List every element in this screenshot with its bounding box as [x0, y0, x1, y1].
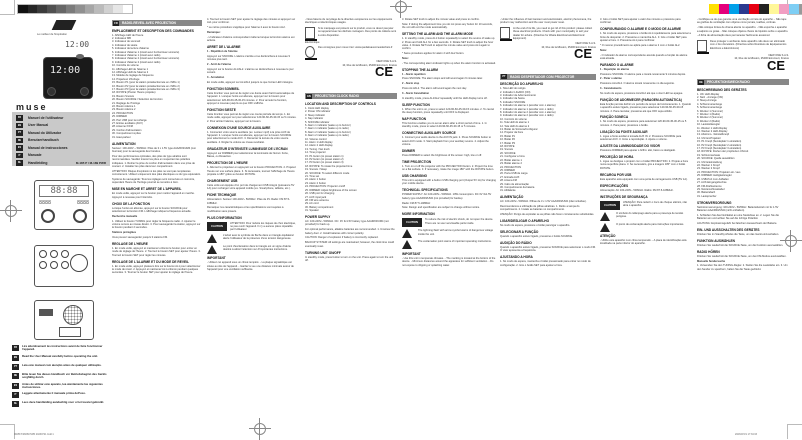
clock-product-image: [44, 58, 92, 98]
warning-triangle-icon: [600, 212, 610, 221]
section-heading: PLUS D'INFORMATION: [207, 215, 242, 220]
flag-icon: NL: [17, 161, 22, 164]
section-title-bar: EN PROJECTION CLOCK RADIO: [305, 93, 397, 99]
controls-list: 1. Clock LED display 2. Power ON indicator 3. Sleep indicator 4. Nap indicator 5. SNOOZE indicator 6. Alarm 1 indicator (wake up to buzzer) 7. Alarm 1 indicator (wake up to radio) 8. Alarm 2 indicator (wake up to buzzer) 9. Alarm 2 indicator (wake up to radio) 10. Volume control 11. Alarm 1 LED display 12. Alarm 2 LED display 13. Tuning / Set knob 14. Time projector 15. P1 button (to preset station 1) 16. P2 button (to preset station 2) 17. P3 button (to preset station 3) 18. ROTATE: To rotate the projected time 19. Snooze / Sleep 20. SOURCE: To select different mode 21. Time set 22. Alarm 1 button 23. Alarm 2 button 24. PROJECTION: Projector on/off 25. DIMMER: Adjust brightness of the screen 26. USB port for charging 27. AUX input jack 28. FM wire antenna 29. AC cord 30. Battery compartment 31. Speaker: [305, 106, 357, 213]
triman-block: Des consignes pour mieux trier: www.quefaireavecmesdechets.fr: [305, 46, 397, 58]
warning-row: ES Antes de utilizar este aparato, lea atentamente las siguientes instrucciones.: [13, 381, 103, 390]
ce-mark-icon: CE: [374, 64, 393, 80]
section-heading: AUDIÇÃO DO RÁDIO: [500, 240, 532, 245]
flag-icon: DE: [13, 373, 18, 377]
warning-row: PT Leia este manual com atenção antes de qualquer utilização.: [13, 362, 102, 368]
section-heading: ARRET DE L'ALARME: [207, 45, 241, 50]
warning-row: EN Read the User Manual carefully before operating the unit.: [13, 353, 98, 359]
brand-tagline: Le meilleur de l'inspiration: [37, 33, 67, 36]
warning-row: DE Bitte lesen Sie dieses Handbuch vor Betriebsbeginn des Geräts sorgfältig durch.: [13, 371, 107, 380]
section-heading: IMPORTANT: [402, 251, 421, 256]
pt-column-2: 3. Gire o botão SET para ajustar o valor dos minutos e pressione para confirmar. CONFIGURANDO O ALARME E O MODO DE ALARME 1. No modo de espera, pressione o botão AL1 repetidamente para selecionar a fonte de despertar. 2. Pressione e mantenha AL1. 3. Gire o botão SET para ajustar a hora. 4. Pressione AL1 para confirmar. * O mesmo procedimento se aplica para o alarme 2 com o botão AL2. Nota: - O indicador de alarme correspondente acende quando a função de alarme está ativada. PARANDO O ALARME 1 - Repetição do alarme Pressione SNOOZE. O alarme para e tocará novamente 9 minutos depois. 2 - Parar o alarme Pressione AL1/AL2. O alarme tocará novamente no dia seguinte. 3 - Cancelamento No modo de espera, pressione AL1/AL2 até que o visor LED se apague. FUNÇÃO DE ADORMECER (PARAGEM AUTOMÁTICA) Esta função permite definir um período de tempo de funcionamento. 1. Quando o aparelho estiver ligado, pressione para selecionar 120-90-60-45-30-15 minutos. 2. Para cancelar, pressione até que OFF seja exibido. FUNÇÃO SONECA 1. No modo de espera, pressione para selecionar 120-90-60-45-30-15 ou 5 minutos. 2. Para parar, pressione o botão. LIGAÇÃO DA FONTE AUXILIAR 1. Ligue a fonte auxiliar à tomada AUX IN. 2. Pressione SOURCE para selecionar AUX. 3. Inicie a reprodução. 4. Ajuste o volume. AJUSTE DA LUMINOSIDADE DO VISOR Pressione DIMMER para ajustar o brilho: alto, baixo ou desligado. PROJEÇÃO DE HORA 1. Ligue ou desligue o projetor com o botão PROJECTION. 2. Projete a hora numa superfície plana. 3. Se necessário, gire a imagem 180° com o botão ROTATE. RECARGA POR USB Este aparelho está equipado com uma porta de carregamento USB (5V 1A). ESPECIFICAÇÕES Alimentação: AC 100-240V~ 50/60Hz. Rádio: FM 87.5-108MHz. INSTRUÇÕES DE SEGURANÇA CAUTION ATENÇÃO: Para reduzir o risco de choque elétrico, não abra o aparelho. O símbolo do relâmpago alerta para a presença de tensão perigosa. O ponto de exclamação alerta para instruções importantes. ATENÇÃO - Utilize este aparelho num clima temperado. - A placa de identificação está localizada na parte inferior do aparelho.: [600, 18, 692, 246]
section-heading: USB CHARGING: [402, 174, 427, 179]
warnings-list: [12, 345, 110, 410]
section-heading: MISE EN MARCHE ET ARRET DE L'APPAREIL: [112, 187, 182, 192]
clock-knob-left: [47, 87, 56, 96]
section-heading: CHARGEMENT USB: [207, 178, 238, 183]
diagram-projector: [70, 254, 88, 272]
section-heading: INSTRUÇÕES DE SEGURANÇA: [600, 194, 648, 199]
footer-right: 2023/07/21 17:34:33: [735, 433, 757, 436]
warning-row: NL Lees deze handleiding aandachtig voor u het toestel gebruikt.: [13, 400, 105, 406]
section-heading: EMPLACEMENT ET DESCRIPTION DES COMMANDES: [112, 28, 194, 33]
ce-mark-icon: CE: [573, 46, 592, 62]
section-heading: SETTING THE ALARM AND THE ALARM MODE: [402, 32, 474, 37]
caution-label-icon: CAUTION: [402, 218, 422, 227]
section-heading: PROJECTION DE L'HEURE: [207, 161, 248, 166]
model-number: M-185 P / M-189 PWR: [75, 160, 106, 165]
section-heading: MORE INFORMATION: [402, 212, 435, 217]
company-name: NEW ONE S.A.S.: [376, 60, 397, 64]
caution-label-icon: CAUTION: [600, 201, 620, 210]
flag-icon: DE: [17, 138, 22, 142]
color-calibration-bar: [709, 4, 802, 14]
diagram-knob-right: [73, 209, 87, 223]
company-name: NEW ONE S.A.S.: [575, 42, 596, 46]
section-heading: BESCHREIBUNG DES GERÄTES: [697, 87, 747, 92]
diagram-knob-left: [41, 209, 55, 223]
section-heading: TIME PROJECTION: [402, 159, 432, 164]
section-heading: ESPECIFICAÇÕES: [600, 183, 629, 188]
lightning-warning: The lightning flash with arrow symbol warns of dangerous voltage inside the unit.: [402, 229, 496, 238]
section-heading: LIGAÇÃO DA FONTE AUXILIAR: [600, 129, 648, 134]
diagram-display: 88:88: [39, 185, 89, 197]
section-heading: IMPORTANT: [207, 256, 226, 261]
language-row: IT Manuale: [16, 152, 106, 160]
section-heading: AJUSTE DA LUMINOSIDADE DO VISOR: [600, 144, 660, 149]
flag-icon: IT: [12, 392, 19, 398]
section-heading: PARANDO O ALARME: [600, 62, 634, 67]
flag-icon: PT: [17, 131, 22, 134]
section-title-bar: PT RADIO DESPERTADOR COM PROJECTOR: [500, 74, 596, 80]
section-heading: ATENÇÃO: [600, 234, 616, 238]
warning-triangle-icon: [207, 234, 217, 243]
exclamation-warning: The exclamation point warns of important operating instructions.: [402, 240, 496, 249]
section-heading: FONCTION SIESTE: [207, 107, 236, 112]
ce-mark-icon: CE: [766, 57, 785, 73]
section-heading: SELECIONAR A FUNÇÃO: [500, 230, 539, 235]
section-heading: FUNÇÃO SONECA: [600, 115, 629, 120]
section-heading: GRADATEUR D'INTENSITE LUMINEUSE DE L'ECRAN: [207, 146, 288, 151]
projector-lens: [76, 54, 84, 59]
flag-icon: ES: [13, 383, 18, 387]
flag-icon: EN: [17, 123, 22, 127]
warning-triangle-icon: [600, 223, 610, 232]
warning-row: IT Leggete attentamente il manuale prima dell'uso.: [12, 392, 110, 398]
section-heading: FUNKTION AUSWÄHLEN: [697, 238, 735, 243]
lightning-warning: L'éclair avec le symbole de flèche dans un triangle équilatéral alerte l'utilisateur de la présence d'une tension dangereuse.: [207, 234, 297, 243]
caution-block: CAUTION ATENÇÃO: Para reduzir o risco de choque elétrico, não abra o aparelho.: [600, 201, 692, 210]
section-heading: ALIMENTAÇÃO: [500, 195, 524, 200]
section-heading: FICHE TECHNIQUE: [207, 193, 237, 198]
language-row: EN User Manual: [17, 123, 49, 128]
crossed-bin-icon: [500, 27, 510, 39]
controls-list: 1. Tela LED do relógio 2. Indicador LIGADO (ON) 3. Indicador de Adormecimento 4. Indicador da Sesta 5. Indicador SNOOZE 6. Indicador do alarme 1 (acordar com o alarme) 7. Indicador do alarme 1 (acordar com o rádio) 8. Indicador do alarme 2 (acordar com o alarme) 9. Indicador do alarme 2 (acordar com o rádio) 10. Controlo do volume 11. Tela LED do alarme 1 12. Tela LED do alarme 2 13. Botão de Sintonia/Configurar 14. Projetor da hora 15. Botão P1 16. Botão P2 17. Botão P3 18. ROTATE 19. Snooze 20. SOURCE 21. Configurar a hora 22. Botão alarme 1 23. Botão alarme 2 24. PROJECTION 25. DIMMER 26. Porta USB de carga 27. Entrada AUX 28. Antena FM 29. Cabo de alimentação 30. Compartimento da bateria 31. Altifalante: [500, 87, 556, 193]
controls-list: 1. Affichage LED de l'heure 2. Indicateur MB 3. Indicateur de sommeil 4. Indicateur de sieste 5. Indicateur de lecture d'alarme 6. Indicateur d'alarme 1 (réveil avec buzzer/avec sonnerie) 7. Indicateur d'alarme 1 (réveil avec radio) 8. Indicateur d'alarme 2 (réveil avec buzzer/avec sonnerie) 9. Indicateur d'alarme 2 (réveil avec radio) 10. Contrôle du volume 11. Affichage LED de l'alarme 1 12. Affichage LED de l'alarme 2 13. Molette de réglage de fréquence 14. Projecteur d'horloge 15. Bouton P1 (pour la station présélectionnée en chiffre 1) 16. Bouton P2 (pour la station présélectionnée en chiffre 2) 17. Bouton P3 (pour la station présélectionnée en chiffre 3) 18. ROTATE (Pivoter l'heure projetée) 19. Bouton Snooze 20. Bouton SOURCE / Sélection de fonction 21. Réglage de l'horloge 22. Bouton Alarme 1 23. Bouton Alarme 2 24. PROJECTION 25. DIMMER 26. Port USB pour la recharge 27. Entrée auxiliaire (AUX) 28. Antenne fil FM 29. Cordon d'alimentation 30. Compartiment à piles 31. Haut-parleur: [112, 33, 180, 139]
section-heading: FONCTION SOMMEIL: [207, 86, 240, 91]
top-panel-diagram: [34, 245, 94, 287]
caution-block: CAUTION ATTENTION: Pour réduire les risques de choc électrique, ne pas ouvrir l'appareil. Il n'y a aucune pièce réparable par l'utilisateur.: [207, 222, 297, 232]
lightning-warning: O símbolo do relâmpago alerta para a presença de tensão perigosa.: [600, 212, 692, 221]
caution-label-icon: CAUTION: [207, 222, 227, 231]
flag-icon: EN: [307, 94, 311, 98]
registration-mark-top: [390, 0, 412, 18]
flag-icon: FR: [17, 116, 22, 119]
exclamation-warning: O ponto de exclamação alerta para instruções importantes.: [600, 223, 692, 232]
brand-logo-icon: [52, 20, 77, 30]
section-heading: SLEEP FUNCTION: [402, 102, 430, 107]
company-address: 10, Rue de la Mission, 25400 Exincourt, France: [734, 57, 789, 61]
section-heading: LIGAR/DESLIGAR O APARELHO: [500, 219, 550, 224]
registration-mark-bottom: [249, 418, 271, 440]
section-heading: REGLAGE DE L'ALARME ET DU MODE DE REVEIL: [112, 259, 189, 264]
muse-logo: muse: [16, 102, 48, 112]
section-heading: FUNÇÃO DE ADORMECER (PARAGEM AUTOMÁTICA): [600, 97, 682, 102]
weee-block: Deve proteger o ambiente. Este aparelho não deve ser eliminado com o lixo doméstico. (Directiva sobre Resíduos de Equipamentos Eléctricos e Electrónicos): [697, 40, 789, 52]
flag-icon: PT: [502, 75, 506, 79]
section-heading: RECARGA POR USB: [600, 172, 632, 177]
warning-triangle-icon: [402, 240, 412, 249]
language-index: [12, 112, 110, 166]
flag-icon: FR: [114, 21, 118, 25]
section-title-bar: FR RADIO-REVEIL AVEC PROJECTION: [112, 20, 202, 26]
section-heading: NAP FUNCTION: [402, 116, 427, 121]
language-row: NL Handleiding M-185 P / M-189 PWR: [17, 160, 106, 165]
front-panel-diagram: [34, 180, 94, 230]
fr-column-3: - Nous faisons du recyclage de la directive européenne sur les équipements électriques et électroniques usagés. Si le marquage est présent sur le produit, vous ne devez pas jeter cet appareil avec les déchets ménagers. Des points de collecte sont à votre disposition. Electronique Des consignes pour mieux trier: www.quefaireavecmesdechets.fr NEW ONE S.A.S. 10, Rue de la Mission, 25400 Exincourt, France CE EN PROJECTION CLOCK RADIO LOCATION AND DESCRIPTION OF CONTROLS 1. Clock LED display 2. Power ON indicator 3. Sleep indicator 4. Nap indicator 5. SNOOZE indicator 6. Alarm 1 indicator (wake up to buzzer) 7. Alarm 1 indicator (wake up to radio) 8. Alarm 2 indicator (wake up to buzzer) 9. Alarm 2 indicator (wake up to radio) 10. Volume control 11. Alarm 1 LED display 12. Alarm 2 LED display 13. Tuning / Set knob 14. Time projector 15. P1 button (to preset station 1) 16. P2 button (to preset station 2) 17. P3 button (to preset station 3) 18. ROTATE: To rotate the projected time 19. Snooze / Sleep 20. SOURCE: To select different mode 21. Time set 22. Alarm 1 button 23. Alarm 2 button 24. PROJECTION: Projector on/off 25. DIMMER: Adjust brightness of the screen 26. USB port for charging 27. AUX input jack 28. FM wire antenna 29. AC cord 30. Battery compartment 31. Speaker POWER SUPPLY AC: 100-240V~ 50/60Hz. DC: 3V 3x1.5V battery type AAA/R03/UM4 (not provided) for back up. For optimal performance, alkaline batteries are recommended. 1. Unscrew the battery door. 2. Install batteries with correct polarity. CAUTION: Danger of explosion if battery is incorrectly replaced. BACKUP SYSTEM: All settings are maintained; however, the clock time could eventually reset. TURNING UNIT ON/OFF In standby mode, press button to turn on the unit. Press again to turn the unit off.: [305, 18, 397, 262]
flag-icon: NL: [13, 402, 18, 406]
flag-icon: IT: [16, 153, 23, 159]
section-heading: STROMVERSORGUNG: [697, 200, 732, 205]
back-panel-diagram: [34, 300, 94, 340]
section-heading: EIN- UND AUSSCHALTEN DES GERÄTES: [697, 227, 760, 232]
company-address: 10, Rue de la Mission, 25400 Exincourt, France: [541, 45, 596, 49]
section-heading: LOCATION AND DESCRIPTION OF CONTROLS: [305, 101, 376, 106]
fr-column-1: FR RADIO-REVEIL AVEC PROJECTION EMPLACEMENT ET DESCRIPTION DES COMMANDES 1. Affichage LED de l'heure 2. Indicateur MB 3. Indicateur de sommeil 4. Indicateur de sieste 5. Indicateur de lecture d'alarme 6. Indicateur d'alarme 1 (réveil avec buzzer/avec sonnerie) 7. Indicateur d'alarme 1 (réveil avec radio) 8. Indicateur d'alarme 2 (réveil avec buzzer/avec sonnerie) 9. Indicateur d'alarme 2 (réveil avec radio) 10. Contrôle du volume 11. Affichage LED de l'alarme 1 12. Affichage LED de l'alarme 2 13. Molette de réglage de fréquence 14. Projecteur d'horloge 15. Bouton P1 (pour la station présélectionnée en chiffre 1) 16. Bouton P2 (pour la station présélectionnée en chiffre 2) 17. Bouton P3 (pour la station présélectionnée en chiffre 3) 18. ROTATE (Pivoter l'heure projetée) 19. Bouton Snooze 20. Bouton SOURCE / Sélection de fonction 21. Réglage de l'horloge 22. Bouton Alarme 1 23. Bouton Alarme 2 24. PROJECTION 25. DIMMER 26. Port USB pour la recharge 27. Entrée auxiliaire (AUX) 28. Antenne fil FM 29. Cordon d'alimentation 30. Compartiment à piles 31. Haut-parleur ALIMENTATION Secteur: 100-240V ~ 50/60Hz. Piles de 3 x 1.5V type AAA/R03/UM4 (non fournies) pour la sauvegarde des horaires. Pour des performances optimales, des piles de type alcaline sont recommandées. Veuillez insérer les piles en respectant les polarités indiquées. 1. Retirez la prise du cordon d'alimentation dans une prise de courant. 2. Installez les piles dans leur compartiment. ATTENTION: Risque d'explosion si les piles ne sont pas remplacées correctement. Utilisez uniquement des piles identiques ou du type équivalent. Système de sauvegarde: Tous les réglages sont conservés en mémoire, cependant l'heure de l'horloge pourrait se remettre à zéro. MISE EN MARCHE ET ARRET DE L'APPAREIL En mode veille, appuyez sur le bouton pour mettre l'appareil en marche. Appuyez à nouveau pour l'éteindre. CHOIX DE LA FONCTION Lorsque l'unité est allumée, appuyez sur le bouton SOURCE pour sélectionner la fonction FM. L'affichage indique la fréquence actuelle. Recherche manuelle 1. Utilisez le bouton TUNING pour régler la fréquence radio. 2. Ajustez le volume sonore au niveau désiré. 3. Pour sauvegarder la station, appuyez sur le bouton pendant 2 secondes. Stations préréglées Vous pouvez sauvegarder jusqu'à 3 stations FM. REGLAGE DE L'HEURE 1. En mode veille, appuyez et maintenez enfoncé le bouton pour entrer en mode de réglage de l'heure. 2. Tournez le bouton SET pour ajuster l'heure. 3. Tournez le bouton SET pour régler les minutes. REGLAGE DE L'ALARME ET DU MODE DE REVEIL 1. En mode veille, appuyez plusieurs fois sur le bouton AL1 pour sélectionner le mode de réveil. 2. Appuyez et maintenez AL1 enfoncé pendant quelques secondes. 3. Tournez le bouton SET pour ajuster le réglage de l'heure.: [112, 21, 201, 275]
clock-display: 12:00: [50, 65, 81, 76]
rating-label: [39, 309, 53, 316]
warning-row: FR Lire attentivement les instructions avant de faire fonctionner l'appareil.: [13, 344, 103, 352]
section-heading: TURNING UNIT ON/OFF: [305, 250, 341, 255]
section-heading: CONFIGURANDO O ALARME E O MODO DE ALARME: [600, 27, 682, 32]
section-heading: DESCRIÇÃO DO APARELHO: [500, 82, 544, 87]
exclamation-warning: Le point d'exclamation dans le triangle est un signe d'alerte destiné à attirer l'attention sur d'importantes instructions.: [207, 245, 297, 254]
company-name: NEW ONE S.A.S.: [768, 53, 789, 57]
language-row: FR Manuel de l'utilisateur: [17, 115, 64, 120]
pt-de-column: - Certifique-se de que garante uma ventilação correta do aparelho. - Não tape as grelhas de ventilação com objetos como jornais, toalhas, cortinas. - Não coloque fontes de chama aberta no aparelho. - Não exponha o aparelho a salpicos ou gotas. - Não coloque objetos cheios de líquidos sobre o aparelho. - A ficha de alimentação deve permanecer facilmente acessível. Deve proteger o ambiente. Este aparelho não deve ser eliminado com o lixo doméstico. (Directiva sobre Resíduos de Equipamentos Eléctricos e Electrónicos) NEW ONE S.A.S. 10, Rue de la Mission, 25400 Exincourt, France CE DE PROJEKTIONSWECKRADIO BESCHREIBUNG DES GERÄTES 1. Uhr LED-Display 2. Netz - Anzeige (ON) 3. Sleep-Anzeige 4. Schlummeranzeige 5. Schlummeranzeige 6. Wecker 1 (Summer) 7. Wecker 1 (Radio) 8. Wecker 2 (Summer) 9. Wecker 2 (Radio) 10. Lautstärkeregler 11. Wecker 1 LED-Display 12. Wecker 2 LED-Display 13. Abstimm- / Einstellknopf 14. Uhrzeit-Projektor 15. P1 Knopf (Sendeplatz 1 einstellen) 16. P2 Knopf (Sendeplatz 2 einstellen) 17. P3 Knopf (Sendeplatz 3 einstellen) 18. ROTATE: Drehen der projizierten Uhrzeit 19. Schlummertaste 20. SOURCE: Quelle auswählen 21. Uhrzeiteinstellung 22. Wecker 1 Knopf 23. Wecker 2 Knopf 24. PROJECTION: Projektor ein / aus 25. DIMMER: Helligkeitsregler 26. USB-Port zum Aufladen 27. AUX-Eingangsbuchse 28. FM-Drahtantenne 29. Netzanschlusskabel 30. Batteriefach 31. Lautsprecher STROMVERSORGUNG Netzstromversorgung: 100-240V~ 50/60Hz. Batteriebetrieb mit 3x 1.5V Batterien AAA/R03/UM4 (nicht enthalten). 1. Schließen Sie das Netzkabel an eine Steckdose an. 2. Legen Sie die Batterien ein und achten Sie auf die richtige Polarität. ACHTUNG: Explosionsgefahr bei falschem Auswechseln der Batterie. EIN- UND AUSSCHALTEN DES GERÄTES Drücken Sie im Standby-Modus die Taste, um das Gerät einzuschalten. FUNKTION AUSWÄHLEN Drücken Sie wiederholt die SOURCE-Taste, um die Funktion auszuwählen. RADIO HÖREN Drücken Sie wiederholt die SOURCE-Taste, um den FM-Modus auszuwählen. Manuelle Sendersuche 1. Verwenden Sie den TUNING-Regler. 2. Stellen Sie die Lautstärke ein. 3. Um den Sender zu speichern, halten Sie die Taste gedrückt.: [697, 18, 789, 271]
caution-block: CAUTION To reduce the risk of electric shock, do not open the device. There are no user serviceable parts inside.: [402, 218, 496, 227]
section-heading: PROJEÇÃO DE HORA: [600, 154, 634, 159]
flag-icon: ES: [17, 146, 22, 149]
language-row: ES Manual de instrucciones: [17, 145, 68, 150]
section-heading: CONNECTING AUXILIARY SOURCE: [402, 131, 456, 136]
crossed-bin-icon: [305, 27, 315, 39]
weee-block: Si le marquage est présent sur le produit, vous ne devez pas jeter cet appareil avec les déchets ménagers. Des points de collecte sont à votre disposition.: [305, 27, 397, 39]
clock-knob-right: [80, 87, 89, 96]
flag-icon: FR: [13, 346, 18, 349]
warning-triangle-icon: [402, 229, 412, 238]
flag-icon: PT: [13, 364, 18, 368]
section-heading: RADIO HÖREN: [697, 249, 720, 254]
warning-triangle-icon: [207, 245, 217, 254]
section-heading: AJUSTANDO A HORA: [500, 255, 533, 260]
flag-icon: DE: [699, 80, 703, 84]
battery-compartment: [59, 327, 81, 337]
crossed-bin-icon: [697, 40, 707, 52]
en-column-3: - Under the influence of fast transient and electrostatic, electric phenomena, the product may malfunction and the user must power reset. At the end of its life, you need to get rid of this product: please collect these electrical products. Check with your municipality or sell your dealer for advice. (Directive for Waste Electrical and Electronic Equipment) NEW ONE S.A.S. 10, Rue de la Mission, 25400 Exincourt, France CE PT RADIO DESPERTADOR COM PROJECTOR DESCRIÇÃO DO APARELHO 1. Tela LED do relógio 2. Indicador LIGADO (ON) 3. Indicador de Adormecimento 4. Indicador da Sesta 5. Indicador SNOOZE 6. Indicador do alarme 1 (acordar com o alarme) 7. Indicador do alarme 1 (acordar com o rádio) 8. Indicador do alarme 2 (acordar com o alarme) 9. Indicador do alarme 2 (acordar com o rádio) 10. Controlo do volume 11. Tela LED do alarme 1 12. Tela LED do alarme 2 13. Botão de Sintonia/Configurar 14. Projetor da hora 15. Botão P1 16. Botão P2 17. Botão P3 18. ROTATE 19. Snooze 20. SOURCE 21. Configurar a hora 22. Botão alarme 1 23. Botão alarme 2 24. PROJECTION 25. DIMMER 26. Porta USB de carga 27. Entrada AUX 28. Antena FM 29. Cabo de alimentação 30. Compartimento da bateria 31. Altifalante ALIMENTAÇÃO AC: 100-240V~ 50/60Hz. Pilhas de 3 x 1.5V AAA/R03/UM4 (não incluídas). Recomendamos a utilização de pilhas alcalinas. 1. Retire a tampa do compartimento. 2. Instale as baterias no compartimento. ATENÇÃO: Perigo de explosão se as pilhas não forem corretamente substituídas. LIGAR/DESLIGAR O APARELHO No modo de espera, pressione o botão para ligar o aparelho. SELECIONAR A FUNÇÃO Quando o aparelho estiver ligado, pressione o botão SOURCE. AUDIÇÃO DO RÁDIO Quando o aparelho estiver ligado, pressione SOURCE para selecionar o modo FM. O visor apresenta a frequência. AJUSTANDO A HORA 1. No modo de espera, mantenha o botão pressionado para entrar no modo de configuração. 2. Gire o botão SET para ajustar a hora.: [500, 18, 596, 267]
section-heading: CHOIX DE LA FONCTION: [112, 201, 150, 206]
section-heading: STOPPING THE ALARM: [402, 67, 438, 72]
section-title-bar: DE PROJEKTIONSWECKRADIO: [697, 79, 789, 85]
company-address: 10, Rue de la Mission, 25400 Exincourt, France: [342, 63, 397, 67]
controls-list: 1. Uhr LED-Display 2. Netz - Anzeige (ON) 3. Sleep-Anzeige 4. Schlummeranzeige 5. Schlummeranzeige 6. Wecker 1 (Summer) 7. Wecker 1 (Radio) 8. Wecker 2 (Summer) 9. Wecker 2 (Radio) 10. Lautstärkeregler 11. Wecker 1 LED-Display 12. Wecker 2 LED-Display 13. Abstimm- / Einstellknopf 14. Uhrzeit-Projektor 15. P1 Knopf (Sendeplatz 1 einstellen) 16. P2 Knopf (Sendeplatz 2 einstellen) 17. P3 Knopf (Sendeplatz 3 einstellen) 18. ROTATE: Drehen der projizierten Uhrzeit 19. Schlummertaste 20. SOURCE: Quelle auswählen 21. Uhrzeiteinstellung 22. Wecker 1 Knopf 23. Wecker 2 Knopf 24. PROJECTION: Projektor ein / aus 25. DIMMER: Helligkeitsregler 26. USB-Port zum Aufladen 27. AUX-Eingangsbuchse 28. FM-Drahtantenne 29. Netzanschlusskabel 30. Batteriefach 31. Lautsprecher: [697, 92, 749, 198]
section-heading: TECHNICAL SPECIFICATIONS: [402, 188, 448, 193]
speaker-grille: [63, 305, 83, 325]
language-row: DE Benutzerhandbuch: [17, 138, 59, 143]
flag-icon: EN: [13, 355, 18, 359]
fr-column-2: 4. Tournez le bouton SET pour ajuster le réglage des minutes et appuyez sur AL1 pour confirmer. * La même procédure s'applique pour l'alarme 2 avec le bouton AL2. Remarque: - L'indicateur d'alarme correspondant s'allume lorsque la fonction alarme est activée. ARRET DE L'ALARME 1 - Répétition de l'alarme Appuyez sur SNOOZE. L'alarme s'arrête et se déclenchera à nouveau 9 minutes plus tard. 2 - Arrêt de l'alarme Appuyez sur le bouton AL1/AL2. L'alarme se déclenchera à nouveau le jour suivant. 3 - Annulation En mode veille, appuyez sur AL1/AL2 jusqu'à ce que l'écran LED s'éteigne. FONCTION SOMMEIL Cette fonction vous permet de régler une durée avant l'arrêt automatique de l'appareil. 1. Lorsque l'unité est allumée, appuyez sur le bouton pour sélectionner 120-90-60-45-30-15 minutes. 2. Pour annuler la fonction, appuyez à nouveau jusqu'à ce que OFF s'affiche. FONCTION SIESTE Cette fonction vous permet de régler une courte période de temps. 1. En mode veille, appuyez sur pour sélectionner 120-90-60-45-30-15 ou 5 minutes. 2. Pour arrêter l'alarme, appuyez sur le bouton. CONNEXION D'UNE SOURCE AUXILIAIRE 1. Connectez votre source auxiliaire (ex. Lecteur mp3) à la prise AUX de l'appareil. 2. Lorsque l'unité est allumée, appuyez sur le bouton SOURCE pour sélectionner le mode AUX. 3. Démarrez la lecture de votre source auxiliaire. 4. Réglez le volume au niveau souhaité. GRADATEUR D'INTENSITE LUMINEUSE DE L'ECRAN Appuyez sur DIMMER pour sélectionner la luminosité de l'écran: Forte, Basse, ou Désactivé. PROJECTION DE L'HEURE 1. Allumez le projecteur en appuyant sur le bouton PROJECTION. 2. Projetez l'heure sur une surface plane. 3. Si nécessaire, tournez l'affichage de l'heure projetée à 180° grâce au bouton ROTATE. CHARGEMENT USB Cette unité est équipée d'un port de chargement USB intégré (puissance 5V 1A) pour recharger votre appareil mobile (ex. Smartphone, tablette, etc.). FICHE TECHNIQUE Alimentation: Secteur 100-240V~ 50/60Hz. Piles de 3V. Radio: FM 87.5-108MHz. Remarque: les caractéristiques et les spécifications sont sujettes à modification sans préavis. PLUS D'INFORMATION CAUTION ATTENTION: Pour réduire les risques de choc électrique, ne pas ouvrir l'appareil. Il n'y a aucune pièce réparable par l'utilisateur. L'éclair avec le symbole de flèche dans un triangle équilatéral alerte l'utilisateur de la présence d'une tension dangereuse. Le point d'exclamation dans le triangle est un signe d'alerte destiné à attirer l'attention sur d'importantes instructions. IMPORTANT - Utilisez cet appareil sous un climat tempéré. - La plaque signalétique est située au dos de l'appareil. - Gardez à vue une distance minimale autour de l'appareil pour une ventilation suffisante.: [207, 18, 297, 272]
section-heading: CONNEXION D'UNE SOURCE AUXILIAIRE: [207, 125, 271, 130]
language-row: PT Manual do Utilizador: [17, 130, 62, 135]
cover-panel: [12, 0, 110, 439]
footer-left: M185 P/M189 PWR 20230721 Indd 1: [14, 433, 54, 436]
crop-mark-bottom-right: [787, 424, 802, 439]
projected-time: 12:00: [65, 40, 90, 49]
en-column-2: 3. Rotate SET knob to adjust the minute value and press to confirm. Note: if during the adjustment time you do not press any button for 10 seconds, the unit will exit the mode automatically. SETTING THE ALARM AND THE ALARM MODE 1. In standby mode, press AL1 button repeatedly to select the source of wake up. 2. Press and hold AL1 for a few seconds. 3. Rotate SET knob to adjust the hour value. 4. Rotate SET knob to adjust the minute value and press AL1 again to confirm. * Same procedure applies for alarm 2 with AL2 button. Note: - The corresponding alarm indicator lights up when the alarm function is activated. STOPPING THE ALARM 1 - Alarm repetition Press SNOOZE. The alarm stops and will sound again 9 minutes later. 2 - Alarm stop Press AL1/AL2. The alarm will sound again the next day. 3 - Alarm Cancellation In standby mode, press AL1/AL2 repeatedly until the LED display turns off. SLEEP FUNCTION 1. When the unit is on, press to select 120-90-60-45-30-15 minutes. 2. To cancel the sleep function, press repeatedly until OFF is displayed. NAP FUNCTION This function enables you to set an alarm after a short period of time. 1. In standby mode, press to select 120-90-60-45-30-15 or 5 minutes. CONNECTING AUXILIARY SOURCE 1. Connect your audio device to the AUX IN jack. 2. Press SOURCE button to select AUX mode. 3. Start playback from your auxiliary source. 4. Adjust the volume. DIMMER Press DIMMER to select the brightness of the screen: high, low or off. TIME PROJECTION 1. Turn on or off the projector with the PROJECTION button. 2. Project the time on a flat surface. 3. If necessary, rotate the image 180° with the ROTATE button. USB CHARGING This unit is equipped with a built-in USB charging port (Output 5V 1A) for charging your mobile device. TECHNICAL SPECIFICATIONS POWER SUPPLY: AC 100-240V~ 50/60Hz. 10W consumption. DC 3V 3x1.5V battery type AAA/R03/UM4 (not provided) for backup Radio: FM 87.5-108MHz Note: Design and specification are subject to change without notice. MORE INFORMATION CAUTION To reduce the risk of electric shock, do not open the device. There are no user serviceable parts inside. The lightning flash with arrow symbol warns of dangerous voltage inside the unit. The exclamation point warns of important operating instructions. IMPORTANT - Use this unit in temperate climates. - The marking is located at the bottom of the device. - Minimum distances around the apparatus for sufficient ventilation. - Do not expose to dripping or splashing water.: [402, 18, 496, 267]
triman-icon: [305, 46, 315, 58]
section-heading: ALIMENTATION: [112, 141, 136, 146]
section-heading: DIMMER: [402, 148, 415, 153]
weee-block: At the end of its life, you need to get rid of this product: please collect these electrical products. Check with your municipality or sell your dealer for advice. (Directive for Waste Electrical and Electronic Equipment): [500, 27, 596, 41]
diagram-alarm-displays: 8888 8888: [39, 200, 89, 206]
section-heading: REGLAGE DE L'HEURE: [112, 241, 148, 246]
section-heading: POWER SUPPLY: [305, 215, 331, 220]
